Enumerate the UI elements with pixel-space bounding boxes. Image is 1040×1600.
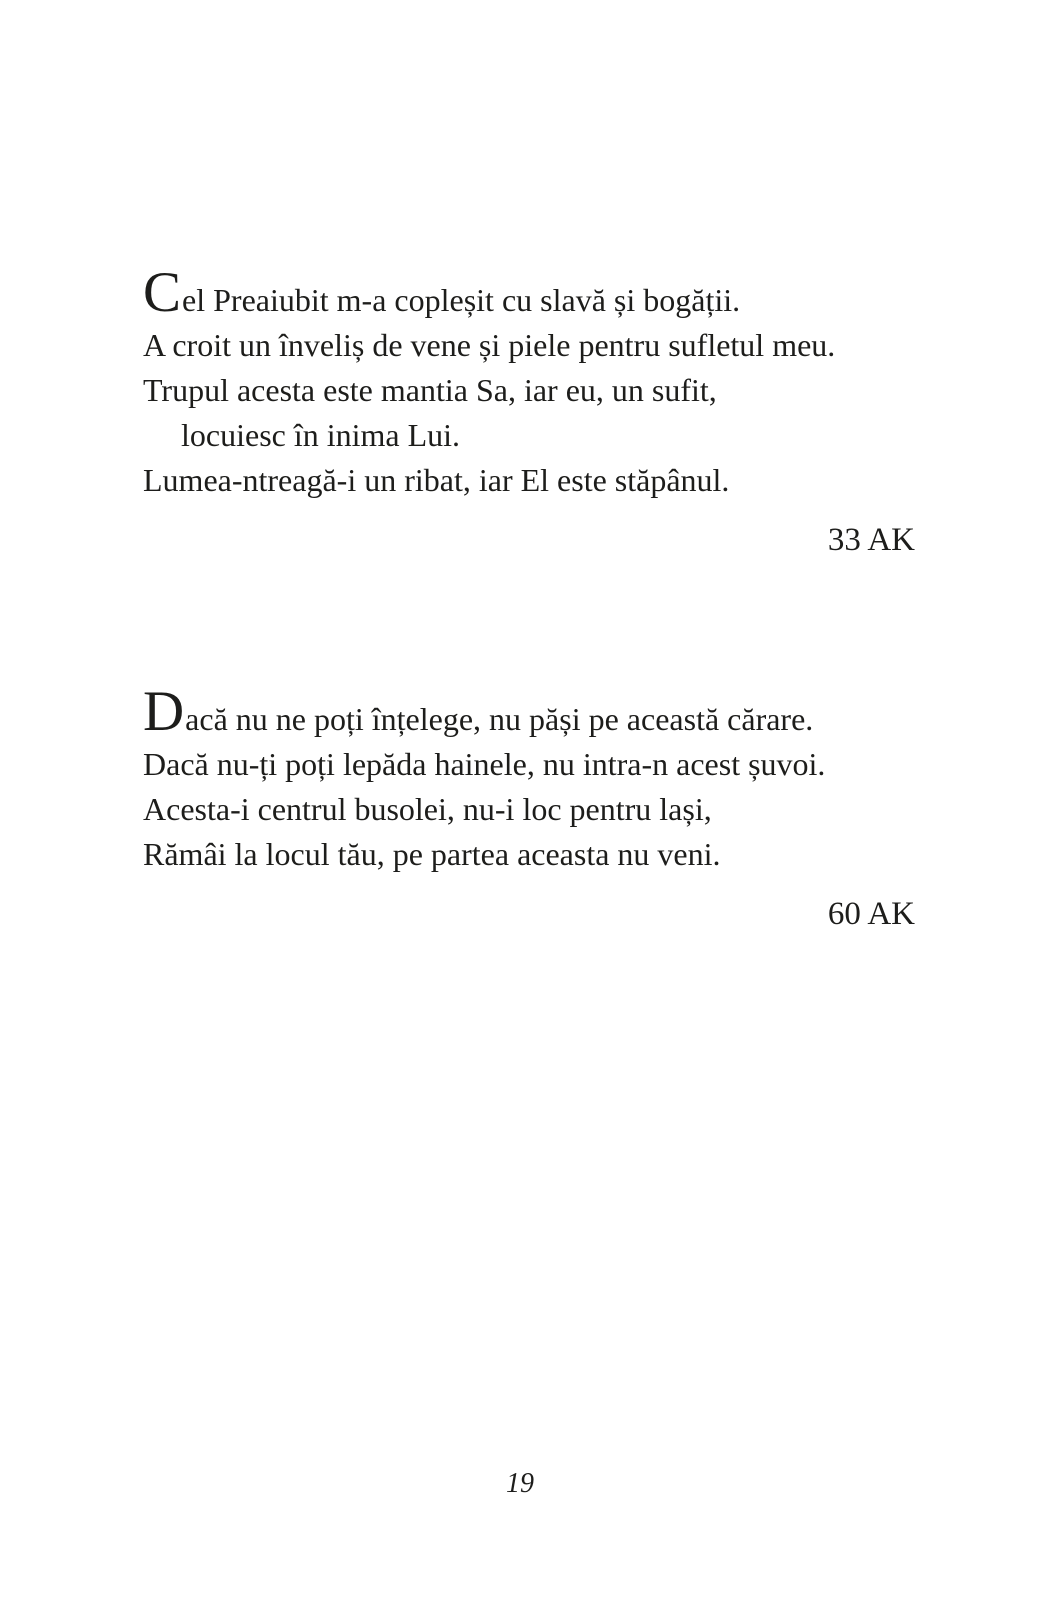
drop-cap: C [143, 261, 183, 324]
poem-line: locuiesc în inima Lui. [181, 417, 461, 453]
page-content [143, 261, 915, 935]
poem-line-text: acă nu ne poți înțelege, nu păși pe această cărare. [185, 701, 814, 737]
poem-1 [143, 261, 915, 561]
poem-line: Trupul acesta este mantia Sa, iar eu, un sufit, [143, 372, 717, 408]
poem-attribution: 33 AK [827, 522, 915, 558]
poem-2 [143, 680, 915, 935]
page-number: 19 [506, 1468, 534, 1499]
poem-line: Dacă nu-ți poți lepăda hainele, nu intra-n acest șuvoi. [143, 746, 826, 782]
poem-line: Rămâi la locul tău, pe partea aceasta nu veni. [143, 836, 721, 872]
poem-line: Acesta-i centrul busolei, nu-i loc pentru lași, [143, 791, 712, 827]
drop-cap: D [143, 680, 186, 743]
poem-line: Lumea-ntreagă-i un ribat, iar El este stăpânul. [143, 462, 730, 498]
poem-line: A croit un înveliș de vene și piele pentru sufletul meu. [143, 327, 836, 363]
poem-line-text: el Preaiubit m-a copleșit cu slavă și bogății. [182, 282, 741, 318]
poem-line [143, 261, 915, 324]
poem-attribution: 60 AK [827, 896, 915, 932]
poem-line [143, 680, 915, 743]
